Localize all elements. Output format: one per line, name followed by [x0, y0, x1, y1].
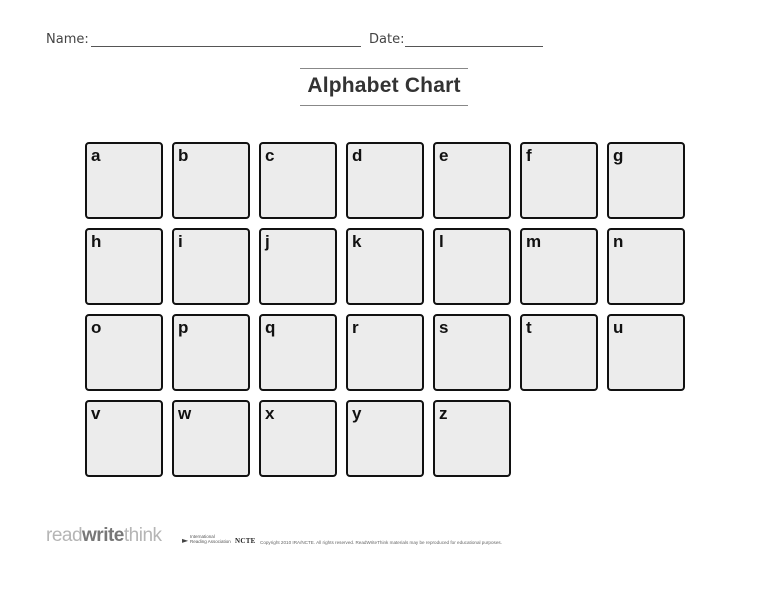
ira-logo-icon: ►	[182, 536, 189, 545]
letter-label: l	[439, 232, 444, 251]
name-field[interactable]	[91, 46, 361, 47]
letter-box-d[interactable]	[346, 142, 424, 219]
letter-label: j	[265, 232, 270, 251]
letter-label: z	[439, 404, 448, 423]
letter-label: a	[91, 146, 101, 165]
date-field[interactable]	[405, 46, 543, 47]
letter-label: x	[265, 404, 275, 423]
letter-box-p[interactable]	[172, 314, 250, 391]
letter-label: f	[526, 146, 532, 165]
readwritethink-logo: readwritethink	[46, 525, 162, 546]
letter-box-b[interactable]	[172, 142, 250, 219]
letter-box-w[interactable]	[172, 400, 250, 477]
letter-label: e	[439, 146, 449, 165]
letter-box-o[interactable]	[85, 314, 163, 391]
letter-label: g	[613, 146, 624, 165]
letter-label: w	[178, 404, 192, 423]
letter-label: k	[352, 232, 362, 251]
letter-label: s	[439, 318, 449, 337]
page-title: Alphabet Chart	[307, 74, 461, 97]
copyright-text: Copyright 2010 IRA/NCTE. All rights reserved. ReadWriteThink materials may be reproduced for educational purposes.	[260, 540, 502, 545]
letter-box-q[interactable]	[259, 314, 337, 391]
date-label: Date:	[369, 32, 405, 47]
letter-box-c[interactable]	[259, 142, 337, 219]
letter-box-s[interactable]	[433, 314, 511, 391]
letter-label: c	[265, 146, 275, 165]
letter-box-i[interactable]	[172, 228, 250, 305]
letter-box-m[interactable]	[520, 228, 598, 305]
letter-label: n	[613, 232, 624, 251]
letter-label: m	[526, 232, 542, 251]
letter-box-h[interactable]	[85, 228, 163, 305]
letter-label: h	[91, 232, 102, 251]
title-block	[300, 68, 468, 106]
letter-box-f[interactable]	[520, 142, 598, 219]
letter-label: y	[352, 404, 362, 423]
letter-box-n[interactable]	[607, 228, 685, 305]
letter-box-x[interactable]	[259, 400, 337, 477]
letter-box-j[interactable]	[259, 228, 337, 305]
letter-box-r[interactable]	[346, 314, 424, 391]
letter-box-l[interactable]	[433, 228, 511, 305]
letter-label: o	[91, 318, 102, 337]
letter-box-g[interactable]	[607, 142, 685, 219]
letter-box-u[interactable]	[607, 314, 685, 391]
letter-label: q	[265, 318, 276, 337]
letter-label: i	[178, 232, 183, 251]
letter-label: t	[526, 318, 532, 337]
letter-box-k[interactable]	[346, 228, 424, 305]
letter-label: p	[178, 318, 189, 337]
ncte-logo: NCTE	[235, 537, 256, 545]
letter-box-t[interactable]	[520, 314, 598, 391]
name-label: Name:	[46, 32, 89, 47]
letter-label: v	[91, 404, 101, 423]
letter-box-z[interactable]	[433, 400, 511, 477]
letter-label: u	[613, 318, 624, 337]
letter-label: r	[352, 318, 359, 337]
letter-label: b	[178, 146, 189, 165]
ira-logo-text: International Reading Association	[190, 534, 231, 544]
letter-box-v[interactable]	[85, 400, 163, 477]
letter-box-y[interactable]	[346, 400, 424, 477]
letter-label: d	[352, 146, 363, 165]
letter-box-e[interactable]	[433, 142, 511, 219]
letter-box-a[interactable]	[85, 142, 163, 219]
